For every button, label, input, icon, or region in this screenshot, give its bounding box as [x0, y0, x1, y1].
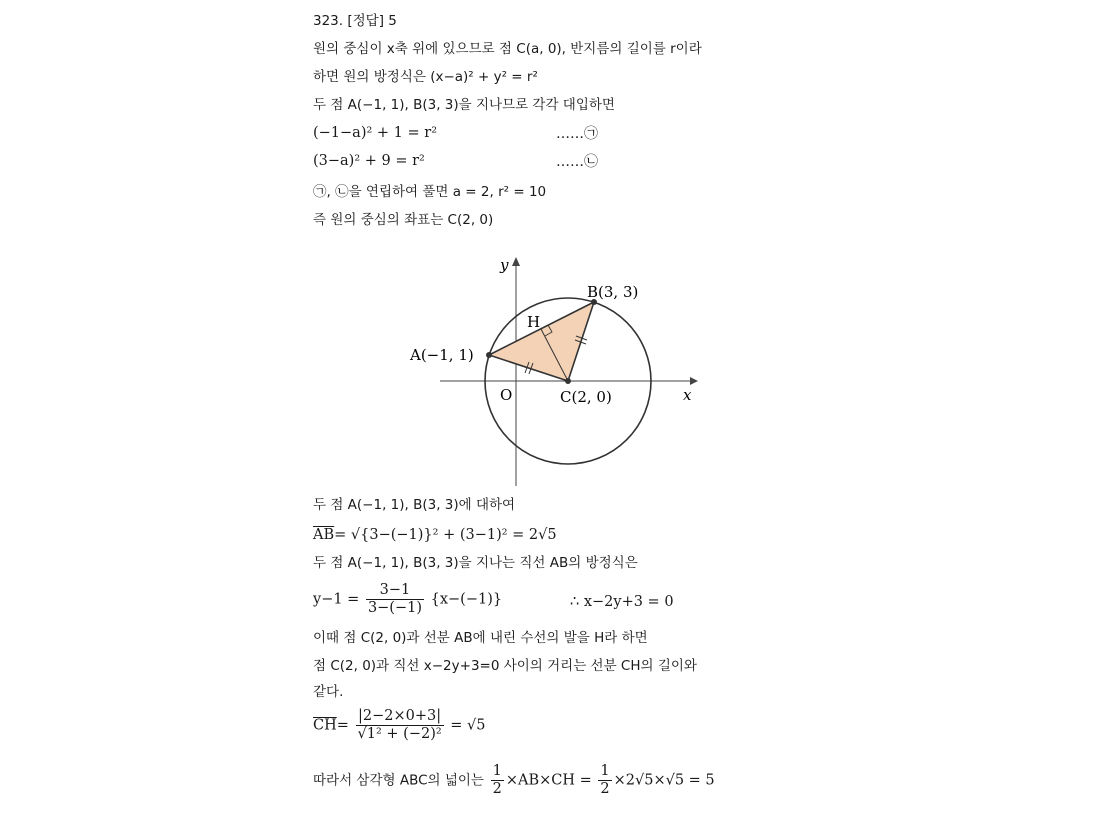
triangle-area: [313, 763, 715, 798]
distance-fraction: [356, 708, 444, 743]
circle-figure: [400, 252, 700, 487]
problem-header: 323. [정답] 5: [313, 13, 397, 29]
distance-numerator: |2−2×0+3|: [356, 708, 444, 726]
point-a: [486, 352, 492, 358]
solution-line-13: 점 C(2, 0)과 직선 x−2y+3=0 사이의 거리는 선분 CH의 길이와: [313, 658, 697, 674]
solution-line-6: ㉠, ㉡을 연립하여 풀면 a = 2, r² = 10: [313, 184, 547, 200]
solution-line-10: 두 점 A(−1, 1), B(3, 3)을 지나는 직선 AB의 방정식은: [313, 555, 638, 571]
area-text: 따라서 삼각형 ABC의 넓이는: [313, 772, 484, 789]
slope-fraction: [366, 582, 424, 617]
ab-overline: $\overline{AB}$: [313, 527, 335, 543]
solution-line-7: 즉 원의 중심의 좌표는 C(2, 0): [313, 212, 494, 228]
ch-overline: $\overline{CH}$: [313, 717, 337, 734]
slope-denominator: 3−(−1): [367, 600, 423, 616]
line-ab-rhs: {x−(−1)}: [430, 591, 503, 608]
line-ab-equation: [313, 582, 502, 617]
ch-value: = √5: [450, 717, 486, 734]
slope-numerator: 3−1: [366, 582, 424, 600]
y-axis-arrow: [512, 257, 520, 266]
half-den-2: 2: [600, 781, 610, 797]
ab-length: [313, 525, 557, 545]
solution-line-14: 같다.: [313, 684, 344, 700]
half-num-1: 1: [492, 763, 502, 779]
half-num-2: 1: [600, 763, 610, 779]
line-ab-lhs: y−1 =: [313, 591, 360, 608]
label-x: x: [683, 386, 692, 404]
line-ab-result: ∴ x−2y+3 = 0: [570, 594, 674, 610]
equation-2: (3−a)² + 9 = r²: [313, 153, 425, 169]
ch-length: $\overline{CH}=$ $\frac{|2-2\times 0+3|}{\text{√1² + (−2)²}}$ = √5: [313, 708, 486, 742]
half-fraction-2: [598, 763, 611, 798]
solution-line-3: 두 점 A(−1, 1), B(3, 3)을 지나므로 각각 대입하면: [313, 97, 615, 113]
point-c: [565, 378, 571, 384]
half-fraction-1: [491, 763, 504, 798]
label-b: B(3, 3): [587, 283, 639, 301]
label-a: A(−1, 1): [410, 346, 474, 364]
solution-line-1: 원의 중심이 x축 위에 있으므로 점 C(a, 0), 반지름의 길이를 r이라: [313, 41, 702, 57]
half-den-1: 2: [492, 781, 502, 797]
equation-1: (−1−a)² + 1 = r²: [313, 125, 438, 141]
x-axis-arrow: [690, 377, 698, 385]
distance-denominator: √1² + (−2)²: [357, 726, 442, 742]
area-middle: ×AB×CH =: [505, 772, 592, 789]
label-y: y: [500, 256, 509, 274]
label-c: C(2, 0): [560, 388, 612, 406]
label-origin: O: [500, 386, 513, 404]
solution-line-8: 두 점 A(−1, 1), B(3, 3)에 대하여: [313, 497, 516, 513]
solution-line-12: 이때 점 C(2, 0)과 선분 AB에 내린 수선의 발을 H라 하면: [313, 630, 648, 646]
equation-1-marker: ……㉠: [556, 126, 598, 142]
ab-value: = √{3−(−1)}² + (3−1)² = 2√5: [334, 527, 557, 543]
solution-line-2: 하면 원의 방정식은 (x−a)² + y² = r²: [313, 69, 538, 85]
area-result: ×2√5×√5 = 5: [613, 772, 715, 789]
equation-2-marker: ……㉡: [556, 154, 598, 170]
label-h: H: [527, 313, 541, 331]
